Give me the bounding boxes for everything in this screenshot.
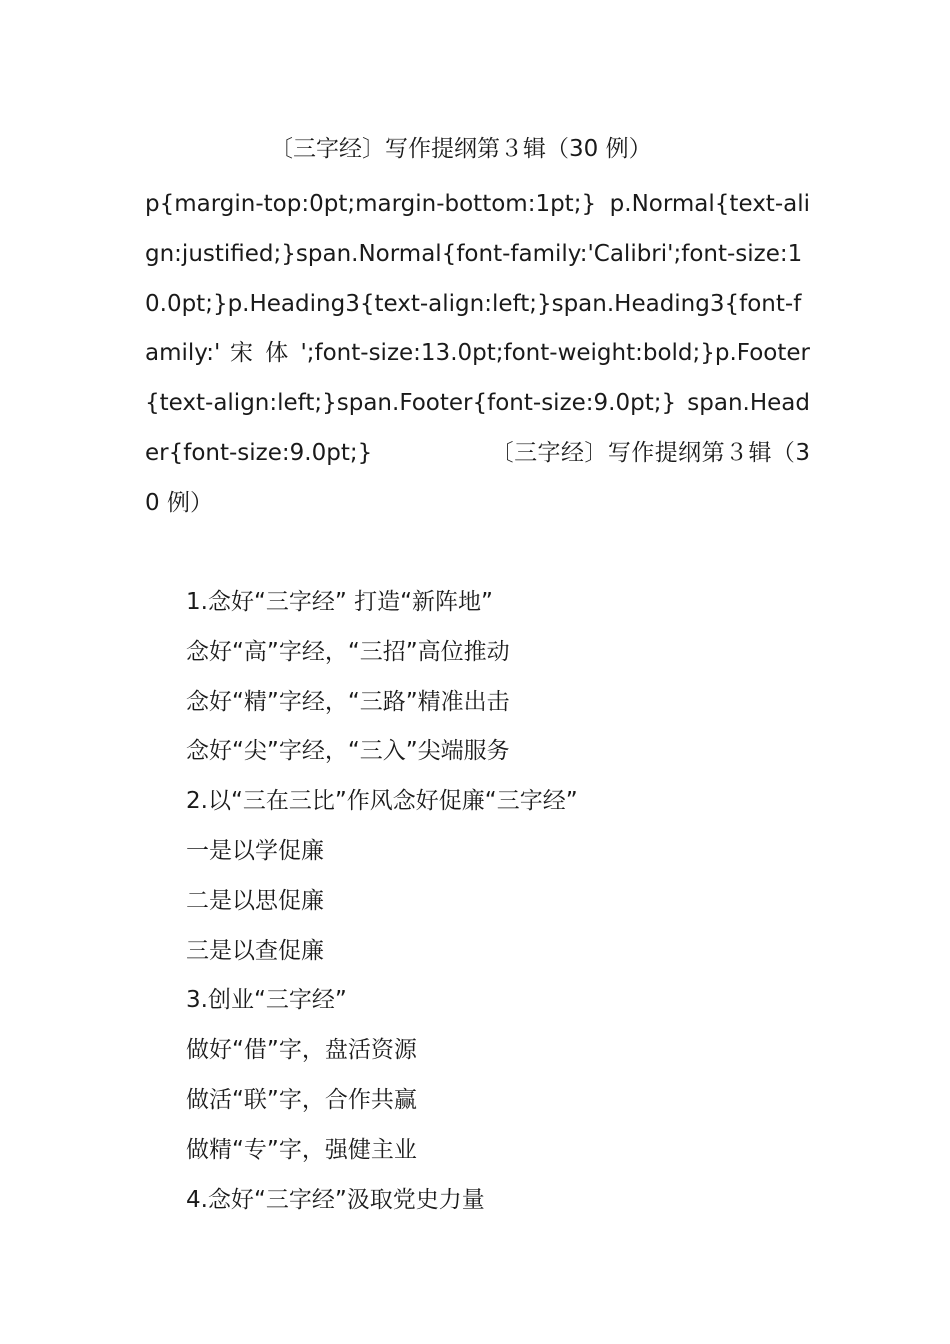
list-item: 做活“联”字，合作共赢	[186, 1086, 417, 1113]
list-item: 三是以查促廉	[186, 937, 324, 964]
list-item: 1.念好“三字经” 打造“新阵地”	[186, 589, 493, 615]
list-item: 二是以思促廉	[186, 887, 324, 914]
css-text: p{margin-top:0pt;margin-bottom:1pt;} p.Normal{text-align:justified;}span.Normal{font-family:'Calibri';font-size:10.0pt;}p.Heading3{text-align:left;}span.Heading3{font-family:' 宋 体 ';font-size:13.0pt;font-weight:bold;}p.Footer{text-align:left;}span.Footer{font-size:9.0pt;} span.Header{font-size:9.0pt;}	[145, 191, 810, 466]
list-item: 念好“高”字经，“三招”高位推动	[186, 638, 510, 665]
list-item: 做好“借”字，盘活资源	[186, 1037, 417, 1064]
list-item: 念好“精”字经，“三路”精准出击	[186, 688, 510, 715]
list-item: 做精“专”字，强健主业	[186, 1136, 417, 1163]
outline-list	[186, 578, 578, 1225]
list-item: 一是以学促廉	[186, 837, 324, 864]
document-title: 〔三字经〕写作提纲第３辑（30 例）	[270, 136, 652, 162]
list-item: 4.念好“三字经”汲取党史力量	[186, 1186, 485, 1213]
list-item: 念好“尖”字经，“三入”尖端服务	[186, 738, 510, 765]
list-item: 3.创业“三字经”	[186, 987, 347, 1014]
repeated-title: 〔三字经〕写作提纲第３辑（30 例）	[145, 439, 810, 516]
css-style-text	[145, 180, 810, 529]
list-item: 2.以“三在三比”作风念好促廉“三字经”	[186, 788, 578, 815]
